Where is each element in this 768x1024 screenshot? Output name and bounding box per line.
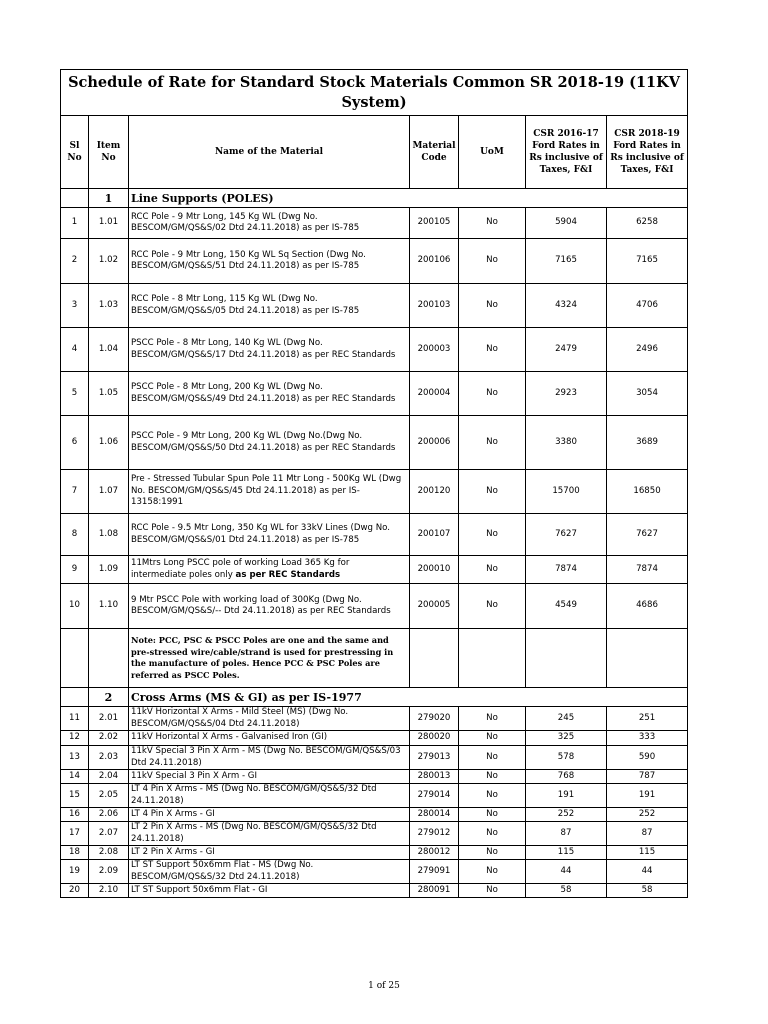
material-name-text: RCC Pole - 9 Mtr Long, 150 Kg WL Sq Section (Dwg No. BESCOM/GM/QS&S/51 Dtd 24.11.2018) as per IS-785 [131, 249, 366, 271]
material-code-cell: 279014 [410, 784, 459, 808]
material-code-cell: 200120 [410, 470, 459, 514]
material-code-cell: 200006 [410, 416, 459, 470]
table-row [61, 416, 688, 470]
material-code-cell: 200005 [410, 584, 459, 629]
material-name-cell [129, 284, 410, 328]
csr-2016-17-cell: 191 [526, 784, 607, 808]
material-name-cell [129, 822, 410, 846]
header-material-name: Name of the Material [129, 116, 410, 189]
csr-2018-19-cell: 3689 [607, 416, 688, 470]
csr-2016-17-cell: 7874 [526, 556, 607, 584]
section-blank-cell [61, 688, 89, 707]
csr-2016-17-cell: 5904 [526, 208, 607, 239]
item-no-cell: 1.05 [89, 372, 129, 416]
item-no-cell: 1.06 [89, 416, 129, 470]
item-no-cell: 1.04 [89, 328, 129, 372]
material-code-cell: 280013 [410, 770, 459, 784]
sl-no-cell: 3 [61, 284, 89, 328]
material-code-cell: 280014 [410, 808, 459, 822]
item-no-cell: 1.10 [89, 584, 129, 629]
material-code-cell: 279091 [410, 860, 459, 884]
sl-no-cell: 2 [61, 239, 89, 284]
item-no-cell: 2.02 [89, 731, 129, 746]
uom-cell: No [459, 514, 526, 556]
item-no-cell: 2.04 [89, 770, 129, 784]
uom-cell: No [459, 328, 526, 372]
material-name-cell [129, 556, 410, 584]
sl-no-cell: 18 [61, 846, 89, 860]
material-code-cell: 280012 [410, 846, 459, 860]
item-no-cell: 1.09 [89, 556, 129, 584]
material-name-text: LT 2 Pin X Arms - GI [131, 846, 215, 857]
csr-2018-19-cell: 4686 [607, 584, 688, 629]
material-name-cell [129, 584, 410, 629]
csr-2016-17-cell: 58 [526, 884, 607, 898]
item-no-cell: 1.07 [89, 470, 129, 514]
csr-2018-19-cell: 58 [607, 884, 688, 898]
csr-2016-17-cell: 4324 [526, 284, 607, 328]
table-row [61, 372, 688, 416]
note-blank-cell [89, 629, 129, 688]
material-name-cell [129, 239, 410, 284]
table-row [61, 284, 688, 328]
uom-cell: No [459, 556, 526, 584]
material-code-cell: 200003 [410, 328, 459, 372]
csr-2018-19-cell: 4706 [607, 284, 688, 328]
material-name-text: LT ST Support 50x6mm Flat - GI [131, 884, 268, 895]
csr-2016-17-cell: 7627 [526, 514, 607, 556]
uom-cell: No [459, 746, 526, 770]
material-name-text: 9 Mtr PSCC Pole with working load of 300Kg (Dwg No. BESCOM/GM/QS&S/-- Dtd 24.11.2018) as per REC Standards [131, 594, 391, 616]
material-code-cell: 280020 [410, 731, 459, 746]
material-code-cell: 280091 [410, 884, 459, 898]
csr-2018-19-cell: 6258 [607, 208, 688, 239]
header-uom: UoM [459, 116, 526, 189]
material-code-cell: 200010 [410, 556, 459, 584]
material-name-cell [129, 860, 410, 884]
csr-2018-19-cell: 115 [607, 846, 688, 860]
sl-no-cell: 19 [61, 860, 89, 884]
material-code-cell: 200105 [410, 208, 459, 239]
section-blank-cell [61, 189, 89, 208]
material-name-text: LT 4 Pin X Arms - GI [131, 808, 215, 819]
material-name-text: PSCC Pole - 8 Mtr Long, 140 Kg WL (Dwg No. BESCOM/GM/QS&S/17 Dtd 24.11.2018) as per REC Standards [131, 338, 396, 360]
sl-no-cell: 11 [61, 707, 89, 731]
section-title: Line Supports (POLES) [129, 189, 688, 208]
uom-cell: No [459, 784, 526, 808]
csr-2016-17-cell: 44 [526, 860, 607, 884]
header-csr-2016-17: CSR 2016-17 Ford Rates in Rs inclusive of Taxes, F&I [526, 116, 607, 189]
material-name-cell [129, 731, 410, 746]
sl-no-cell: 14 [61, 770, 89, 784]
material-name-cell [129, 470, 410, 514]
header-csr-2018-19: CSR 2018-19 Ford Rates in Rs inclusive of Taxes, F&I [607, 116, 688, 189]
table-row [61, 584, 688, 629]
material-name-cell [129, 372, 410, 416]
material-name-emphasis: as per REC Standards [235, 569, 341, 580]
material-name-text: LT 4 Pin X Arms - MS (Dwg No. BESCOM/GM/QS&S/32 Dtd 24.11.2018) [131, 784, 377, 806]
section-row [61, 688, 688, 707]
section-number: 2 [89, 688, 129, 707]
uom-cell: No [459, 284, 526, 328]
item-no-cell: 2.06 [89, 808, 129, 822]
item-no-cell: 2.10 [89, 884, 129, 898]
uom-cell: No [459, 822, 526, 846]
csr-2016-17-cell: 7165 [526, 239, 607, 284]
note-blank-cell [526, 629, 607, 688]
csr-2018-19-cell: 191 [607, 784, 688, 808]
sl-no-cell: 12 [61, 731, 89, 746]
material-name-text: Pre - Stressed Tubular Spun Pole 11 Mtr Long - 500Kg WL (Dwg No. BESCOM/GM/QS&S/45 Dtd 24.11.2018) as per IS-13158:1991 [131, 474, 402, 508]
sl-no-cell: 17 [61, 822, 89, 846]
table-row [61, 884, 688, 898]
material-name-cell [129, 746, 410, 770]
csr-2016-17-cell: 578 [526, 746, 607, 770]
csr-2018-19-cell: 787 [607, 770, 688, 784]
material-name-text: PSCC Pole - 9 Mtr Long, 200 Kg WL (Dwg No.(Dwg No. BESCOM/GM/QS&S/50 Dtd 24.11.2018) as per REC Standards [131, 431, 396, 453]
csr-2018-19-cell: 7165 [607, 239, 688, 284]
table-row [61, 746, 688, 770]
csr-2018-19-cell: 252 [607, 808, 688, 822]
document-title: Schedule of Rate for Standard Stock Materials Common SR 2018-19 (11KV System) [61, 70, 688, 116]
csr-2018-19-cell: 2496 [607, 328, 688, 372]
csr-2018-19-cell: 3054 [607, 372, 688, 416]
csr-2018-19-cell: 16850 [607, 470, 688, 514]
note-text: Note: PCC, PSC & PSCC Poles are one and the same and pre-stressed wire/cable/strand is used for prestressing in the manufacture of poles. Hence PCC & PSC Poles are referred as PSCC Poles. [129, 629, 410, 688]
uom-cell: No [459, 584, 526, 629]
uom-cell: No [459, 416, 526, 470]
material-name-text: LT ST Support 50x6mm Flat - MS (Dwg No. BESCOM/GM/QS&S/32 Dtd 24.11.2018) [131, 860, 314, 882]
note-row [61, 629, 688, 688]
header-sl-no: Sl No [61, 116, 89, 189]
material-code-cell: 200004 [410, 372, 459, 416]
material-name-text: LT 2 Pin X Arms - MS (Dwg No. BESCOM/GM/QS&S/32 Dtd 24.11.2018) [131, 822, 377, 844]
material-name-text: 11kV Horizontal X Arms - Mild Steel (MS) (Dwg No. BESCOM/GM/QS&S/04 Dtd 24.11.2018) [131, 707, 349, 729]
note-blank-cell [607, 629, 688, 688]
rate-schedule-table [60, 69, 688, 898]
section-row [61, 189, 688, 208]
item-no-cell: 1.01 [89, 208, 129, 239]
sl-no-cell: 15 [61, 784, 89, 808]
material-name-cell [129, 416, 410, 470]
item-no-cell: 1.03 [89, 284, 129, 328]
csr-2016-17-cell: 3380 [526, 416, 607, 470]
material-name-cell [129, 328, 410, 372]
sl-no-cell: 10 [61, 584, 89, 629]
title-row [61, 70, 688, 116]
table-row [61, 556, 688, 584]
material-name-cell [129, 784, 410, 808]
item-no-cell: 2.09 [89, 860, 129, 884]
material-code-cell: 200106 [410, 239, 459, 284]
note-blank-cell [459, 629, 526, 688]
sl-no-cell: 4 [61, 328, 89, 372]
table-row [61, 784, 688, 808]
header-row [61, 116, 688, 189]
material-name-text: 11kV Special 3 Pin X Arm - MS (Dwg No. BESCOM/GM/QS&S/03 Dtd 24.11.2018) [131, 746, 401, 768]
material-name-text: RCC Pole - 9.5 Mtr Long, 350 Kg WL for 33kV Lines (Dwg No. BESCOM/GM/QS&S/01 Dtd 24.11.2018) as per IS-785 [131, 523, 390, 545]
material-code-cell: 279020 [410, 707, 459, 731]
csr-2018-19-cell: 333 [607, 731, 688, 746]
table-row [61, 860, 688, 884]
table-row [61, 707, 688, 731]
uom-cell: No [459, 770, 526, 784]
csr-2018-19-cell: 7874 [607, 556, 688, 584]
sl-no-cell: 9 [61, 556, 89, 584]
csr-2016-17-cell: 245 [526, 707, 607, 731]
material-code-cell: 200107 [410, 514, 459, 556]
material-name-cell [129, 707, 410, 731]
uom-cell: No [459, 707, 526, 731]
material-name-cell [129, 808, 410, 822]
uom-cell: No [459, 372, 526, 416]
item-no-cell: 2.08 [89, 846, 129, 860]
material-name-cell [129, 514, 410, 556]
table-row [61, 822, 688, 846]
page-number: 1 of 25 [368, 981, 400, 991]
sl-no-cell: 7 [61, 470, 89, 514]
item-no-cell: 2.01 [89, 707, 129, 731]
item-no-cell: 2.03 [89, 746, 129, 770]
uom-cell: No [459, 208, 526, 239]
item-no-cell: 1.08 [89, 514, 129, 556]
csr-2018-19-cell: 590 [607, 746, 688, 770]
csr-2016-17-cell: 115 [526, 846, 607, 860]
csr-2018-19-cell: 87 [607, 822, 688, 846]
material-code-cell: 200103 [410, 284, 459, 328]
header-item-no: Item No [89, 116, 129, 189]
material-name-text: 11kV Special 3 Pin X Arm - GI [131, 770, 257, 781]
sl-no-cell: 6 [61, 416, 89, 470]
note-blank-cell [410, 629, 459, 688]
uom-cell: No [459, 846, 526, 860]
material-name-text: PSCC Pole - 8 Mtr Long, 200 Kg WL (Dwg No. BESCOM/GM/QS&S/49 Dtd 24.11.2018) as per REC Standards [131, 382, 396, 404]
table-row [61, 208, 688, 239]
csr-2016-17-cell: 15700 [526, 470, 607, 514]
csr-2018-19-cell: 7627 [607, 514, 688, 556]
sl-no-cell: 8 [61, 514, 89, 556]
item-no-cell: 1.02 [89, 239, 129, 284]
uom-cell: No [459, 239, 526, 284]
note-blank-cell [61, 629, 89, 688]
uom-cell: No [459, 808, 526, 822]
sl-no-cell: 1 [61, 208, 89, 239]
csr-2016-17-cell: 325 [526, 731, 607, 746]
sl-no-cell: 13 [61, 746, 89, 770]
table-row [61, 846, 688, 860]
section-title: Cross Arms (MS & GI) as per IS-1977 [129, 688, 688, 707]
csr-2016-17-cell: 4549 [526, 584, 607, 629]
item-no-cell: 2.05 [89, 784, 129, 808]
material-code-cell: 279012 [410, 822, 459, 846]
uom-cell: No [459, 884, 526, 898]
table-row [61, 731, 688, 746]
sl-no-cell: 16 [61, 808, 89, 822]
table-row [61, 470, 688, 514]
table-row [61, 808, 688, 822]
csr-2016-17-cell: 87 [526, 822, 607, 846]
uom-cell: No [459, 470, 526, 514]
csr-2018-19-cell: 251 [607, 707, 688, 731]
material-name-cell [129, 770, 410, 784]
material-name-cell [129, 884, 410, 898]
material-name-text: 11kV Horizontal X Arms - Galvanised Iron (GI) [131, 732, 328, 743]
sl-no-cell: 20 [61, 884, 89, 898]
section-number: 1 [89, 189, 129, 208]
csr-2018-19-cell: 44 [607, 860, 688, 884]
csr-2016-17-cell: 768 [526, 770, 607, 784]
table-row [61, 328, 688, 372]
material-name-cell [129, 846, 410, 860]
material-name-text: RCC Pole - 9 Mtr Long, 145 Kg WL (Dwg No. BESCOM/GM/QS&S/02 Dtd 24.11.2018) as per IS-785 [131, 211, 360, 233]
sl-no-cell: 5 [61, 372, 89, 416]
material-name-text: 11Mtrs Long PSCC pole of working Load 365 Kg for intermediate poles only [131, 558, 350, 580]
csr-2016-17-cell: 2923 [526, 372, 607, 416]
csr-2016-17-cell: 2479 [526, 328, 607, 372]
item-no-cell: 2.07 [89, 822, 129, 846]
uom-cell: No [459, 860, 526, 884]
csr-2016-17-cell: 252 [526, 808, 607, 822]
material-name-text: RCC Pole - 8 Mtr Long, 115 Kg WL (Dwg No. BESCOM/GM/QS&S/05 Dtd 24.11.2018) as per IS-785 [131, 294, 360, 316]
uom-cell: No [459, 731, 526, 746]
table-row [61, 514, 688, 556]
table-row [61, 770, 688, 784]
material-name-cell [129, 208, 410, 239]
header-material-code: Material Code [410, 116, 459, 189]
material-code-cell: 279013 [410, 746, 459, 770]
table-row [61, 239, 688, 284]
